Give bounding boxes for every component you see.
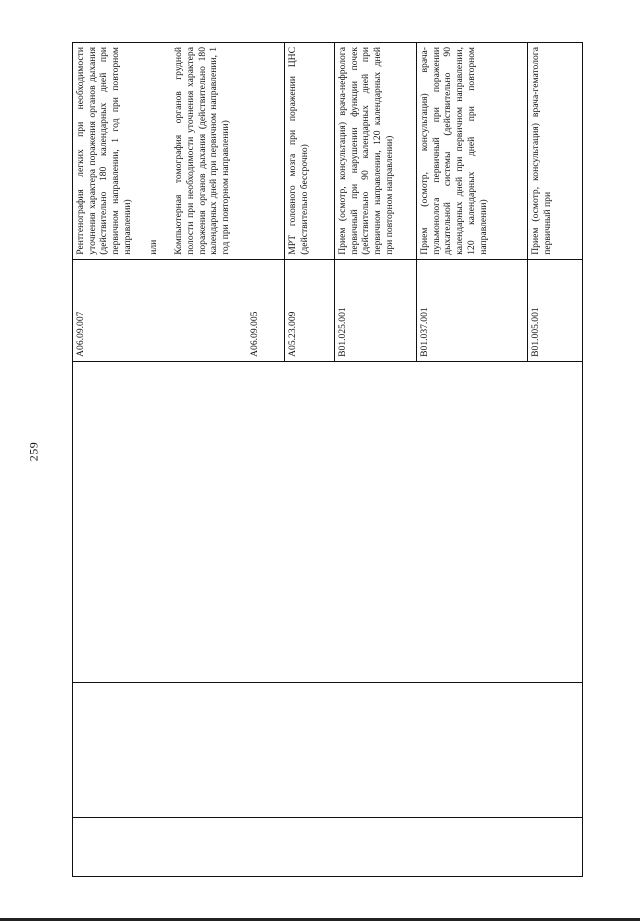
service-text: Компьютерная томография органов грудной полости при необходимости уточнения характера поражения органов дыхания (действительно 180 календарных дней при первичном направлении, 1 год при повторном направлении) <box>173 47 232 255</box>
table-row <box>73 43 285 877</box>
service-code: B01.037.001 <box>419 307 430 357</box>
service-code: B01.005.001 <box>530 307 541 357</box>
code-cell <box>528 259 583 361</box>
service-cell <box>417 43 528 260</box>
page-number: 259 <box>26 441 41 462</box>
service-text: МРТ головного мозга при поражении ЦНС (действительно бессрочно) <box>287 47 310 255</box>
service-cell <box>285 43 335 260</box>
service-text: Рентгенография легких при необходимости уточнения характера поражения органов дыхания (действительно 180 календарных дней при первичном направлении, 1 год при повторном направлении) <box>75 47 133 255</box>
rotated-table <box>72 42 557 877</box>
connector-text: или <box>147 239 159 255</box>
empty-cell <box>73 818 583 877</box>
service-cell <box>73 43 285 260</box>
services-table <box>72 42 583 877</box>
code-cell <box>335 259 417 361</box>
code-cell <box>417 259 528 361</box>
service-code: B01.025.001 <box>337 307 348 357</box>
service-cell <box>335 43 417 260</box>
service-code: A06.09.005 <box>248 311 260 357</box>
service-text: Прием (осмотр, консультация) врача-пульмонолога первичный при поражении дыхательной системы (действительно 90 календарных дней при первичном направлении, 120 календарных дней при повторном направлении) <box>419 47 489 255</box>
service-code: A05.23.009 <box>287 311 298 357</box>
code-cell <box>73 259 285 361</box>
service-cell <box>528 43 583 260</box>
empty-cell <box>73 682 583 817</box>
service-text: Прием (осмотр, консультация) врача-гематолога первичный при <box>530 47 553 255</box>
code-cell <box>285 259 335 361</box>
service-code: A06.09.007 <box>75 311 86 357</box>
empty-cell <box>73 361 583 682</box>
service-text: Прием (осмотр, консультация) врача-нефролога первичный при нарушении функции почек (действительно 90 календарных дней при первичном направлении, 120 календарных дней при повторном направлении) <box>337 47 395 255</box>
